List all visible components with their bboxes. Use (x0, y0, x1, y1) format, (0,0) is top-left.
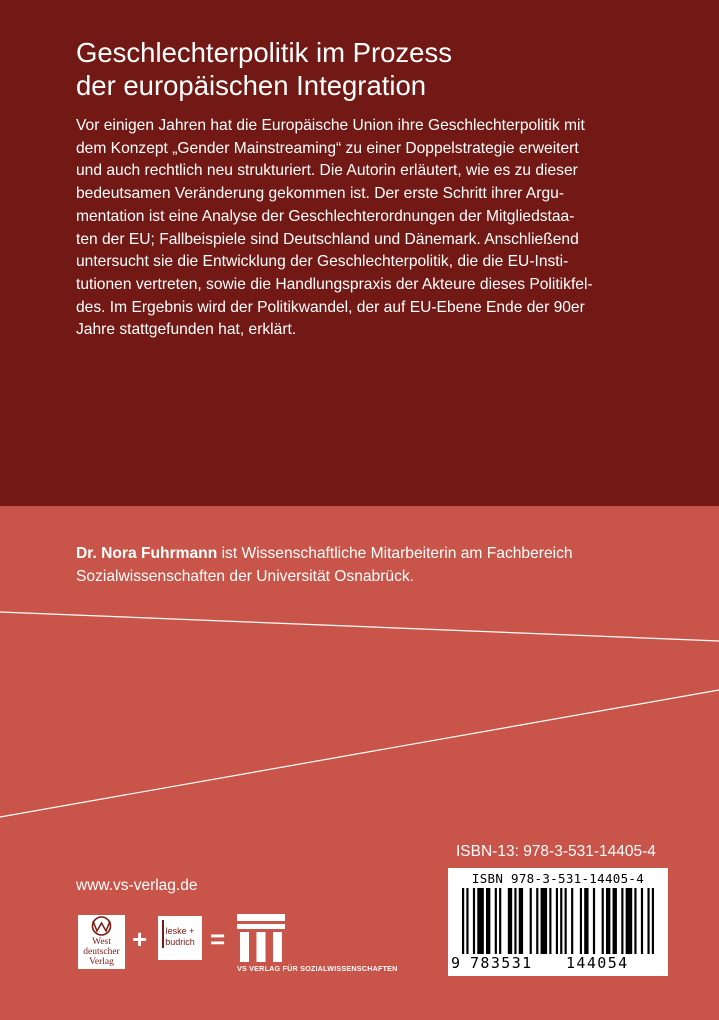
decorative-line (0, 612, 719, 641)
author-name: Dr. Nora Fuhrmann (76, 545, 218, 562)
blurb-line: dem Konzept „Gender Mainstreaming“ zu einer Doppelstrategie erweitert (76, 139, 579, 157)
westdeutscher-verlag-logo (78, 915, 125, 969)
barcode-bar (652, 888, 654, 954)
title-line-2: der europäischen Integration (76, 70, 427, 101)
blurb-line: des. Im Ergebnis wird der Politikwandel, der auf EU-Ebene Ende der 90er (76, 298, 585, 316)
barcode-bar (536, 888, 538, 954)
barcode-bar (560, 888, 562, 954)
isbn-13: ISBN-13: 978-3-531-14405-4 (456, 843, 656, 860)
author-bio (76, 543, 706, 588)
barcode-bar (499, 888, 501, 954)
barcode-bars (462, 888, 654, 956)
author-bio-text: ist Wissenschaftliche Mitarbeiterin am Fachbereich (217, 545, 573, 562)
barcode-bar (606, 888, 610, 954)
plus-sign: + (132, 924, 148, 954)
decorative-line (0, 690, 719, 817)
barcode-bar (508, 888, 512, 954)
vs-verlag-logo-icon (237, 914, 285, 962)
blurb-line: Vor einigen Jahren hat die Europäische Union ihre Geschlechterpolitik mit (76, 117, 585, 134)
blurb-line: ten der EU; Fallbeispiele sind Deutschland und Dänemark. Anschließend (76, 230, 579, 248)
title-line-1: Geschlechterpolitik im Prozess (76, 37, 452, 68)
book-title (76, 36, 696, 102)
barcode-bar (514, 888, 516, 954)
author-bio-line-1 (76, 543, 706, 566)
barcode-bar (462, 888, 464, 954)
barcode-bar (571, 888, 573, 954)
barcode-bar (641, 888, 643, 954)
barcode-bar (626, 888, 633, 954)
wv-text-line: deutscher (83, 947, 120, 957)
blurb-text (76, 115, 676, 342)
wv-text-line: Verlag (89, 957, 114, 967)
blurb-line: mentation ist eine Analyse der Geschlechterordnungen der Mitgliedstaa- (76, 207, 575, 225)
barcode-bar (634, 888, 636, 954)
barcode-bar (549, 888, 551, 954)
barcode-bar (466, 888, 468, 954)
barcode-bar (556, 888, 558, 954)
vs-verlag-text: VS VERLAG FÜR SOZIALWISSENSCHAFTEN (237, 964, 398, 973)
lb-text-line: leske + (165, 926, 195, 936)
barcode-bar (530, 888, 532, 954)
blurb-line: Jahre stattgefunden hat, erklärt. (76, 321, 297, 339)
barcode-bar (647, 888, 649, 954)
barcode-bar (613, 888, 617, 954)
blurb-line: untersucht sie die Entwicklung der Geschlechterpolitik, die die EU-Insti- (76, 253, 569, 271)
barcode-bar (473, 888, 475, 954)
top-band (0, 0, 719, 506)
lb-text-line: budrich (165, 937, 195, 947)
barcode-bar (565, 888, 567, 954)
barcode-bar (602, 888, 604, 954)
publisher-url[interactable]: www.vs-verlag.de (76, 877, 198, 894)
barcode-bar (486, 888, 490, 954)
barcode-bar (580, 888, 582, 954)
barcode-bar (621, 888, 623, 954)
blurb-line: bedeutsamen Veränderung gekommen ist. Der erste Schritt ihrer Argu- (76, 185, 564, 203)
barcode-bar (477, 888, 484, 954)
barcode-bar (593, 888, 595, 954)
barcode-bar (584, 888, 588, 954)
barcode-isbn-text: ISBN 978-3-531-14405-4 (471, 871, 645, 886)
barcode-digits-left: 783531 (470, 954, 533, 972)
barcode-bar (519, 888, 523, 954)
barcode-digit-first: 9 (451, 954, 461, 972)
blurb-line: tutionen vertreten, sowie die Handlungspraxis der Akteure dieses Politikfel- (76, 275, 593, 293)
barcode-bar (495, 888, 497, 954)
barcode-bar (541, 888, 548, 954)
wv-text-line: West (92, 937, 111, 947)
equals-sign: = (210, 924, 226, 954)
leske-budrich-logo (158, 916, 202, 960)
blurb-line: und auch rechtlich neu strukturiert. Die Autorin erläutert, wie es zu dieser (76, 162, 578, 180)
barcode-digits-right: 144054 (566, 954, 629, 972)
isbn-barcode (448, 868, 668, 976)
wv-emblem-icon (78, 915, 125, 937)
author-bio-line-2: Sozialwissenschaften der Universität Osnabrück. (76, 567, 415, 585)
